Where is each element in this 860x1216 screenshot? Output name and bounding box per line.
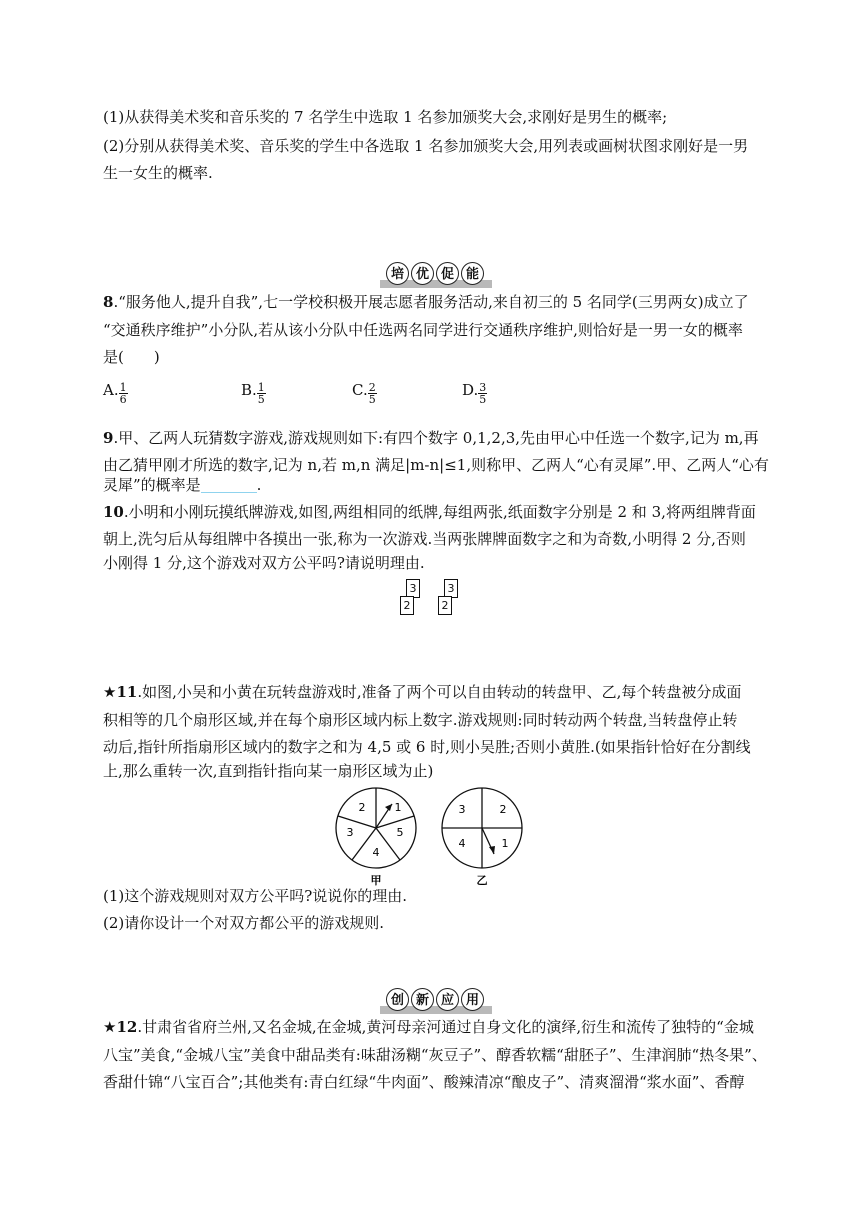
q12-line3: 香甜什锦“八宝百合”;其他类有:青白红绿“牛肉面”、酸辣清凉“酿皮子”、清爽溜滑“浆水面”、香醇 bbox=[103, 1073, 745, 1091]
badge-char: 创 bbox=[386, 988, 409, 1011]
q8-number: 8 bbox=[103, 293, 114, 311]
card-two: 2 bbox=[438, 596, 452, 615]
q8-option-c[interactable]: C. $\frac{2}{5}$ bbox=[352, 381, 376, 406]
section-badge-peiyou bbox=[380, 262, 492, 288]
q11-line2: 积相等的几个扇形区域,并在每个扇形区域内标上数字.游戏规则:同时转动两个转盘,当转盘停止转 bbox=[103, 711, 738, 729]
badge-char: 能 bbox=[461, 262, 484, 285]
q10-line3: 小刚得 1 分,这个游戏对双方公平吗?请说明理由. bbox=[103, 554, 425, 572]
wheel-a-num: 4 bbox=[372, 846, 380, 859]
badge-char: 用 bbox=[461, 988, 484, 1011]
q11-number: 11 bbox=[116, 683, 138, 701]
fraction: $\frac{3}{5}$ bbox=[479, 381, 487, 406]
card-three: 3 bbox=[406, 579, 420, 598]
wheel-b-num: 3 bbox=[458, 803, 466, 816]
q11-line4: 上,那么重转一次,直到指针指向某一扇形区域为止) bbox=[103, 762, 434, 780]
q9-number: 9 bbox=[103, 429, 114, 447]
wheel-b bbox=[442, 788, 522, 868]
q9-line2: 由乙猜甲刚才所选的数字,记为 n,若 m,n 满足|m-n|≤1,则称甲、乙两人“心有灵犀”.甲、乙两人“心有 bbox=[103, 456, 769, 474]
card-two: 2 bbox=[400, 596, 414, 615]
badge-char: 培 bbox=[386, 262, 409, 285]
star-icon: ★ bbox=[103, 683, 117, 701]
answer-blank[interactable] bbox=[201, 476, 257, 493]
q10-line2: 朝上,洗匀后从每组牌中各摸出一张,称为一次游戏.当两张牌牌面数字之和为奇数,小明得 2 分,否则 bbox=[103, 530, 746, 548]
section-badge-chuangxin bbox=[380, 988, 492, 1014]
wheel-b-caption: 乙 bbox=[476, 874, 488, 887]
q8-line1: 8.“服务他人,提升自我”,七一学校积极开展志愿者服务活动,来自初三的 5 名同学(三男两女)成立了 bbox=[103, 293, 749, 311]
card-three: 3 bbox=[444, 579, 458, 598]
q11-line1: ★11.如图,小吴和小黄在玩转盘游戏时,准备了两个可以自由转动的转盘甲、乙,每个转盘被分成面 bbox=[103, 683, 742, 701]
q10-number: 10 bbox=[103, 503, 124, 521]
wheel-b-num: 1 bbox=[501, 837, 509, 850]
q12-number: 12 bbox=[116, 1018, 138, 1036]
q8-option-d[interactable]: D. $\frac{3}{5}$ bbox=[462, 381, 487, 406]
wheel-b-num: 4 bbox=[458, 837, 466, 850]
wheel-a-num: 1 bbox=[394, 801, 402, 814]
q10-line1: 10.小明和小刚玩摸纸牌游戏,如图,两组相同的纸牌,每组两张,纸面数字分别是 2 和 3,将两组牌背面 bbox=[103, 503, 756, 521]
wheel-b-num: 2 bbox=[499, 803, 507, 816]
q8-line2: “交通秩序维护”小分队,若从该小分队中任选两名同学进行交通秩序维护,则恰好是一男一女的概率 bbox=[103, 321, 743, 339]
q9-line3: 灵犀”的概率是 . bbox=[103, 476, 262, 494]
q8-option-a[interactable]: A. $\frac{1}{6}$ bbox=[103, 381, 127, 406]
q12-line1: ★12.甘肃省省府兰州,又名金城,在金城,黄河母亲河通过自身文化的演绎,衍生和流传了独特的“金城 bbox=[103, 1018, 754, 1036]
badge-char: 新 bbox=[411, 988, 434, 1011]
wheel-a-num: 2 bbox=[358, 801, 366, 814]
star-icon: ★ bbox=[103, 1018, 117, 1036]
badge-char: 应 bbox=[436, 988, 459, 1011]
wheel-a-num: 3 bbox=[346, 826, 354, 839]
badge-char: 优 bbox=[411, 262, 434, 285]
spinner-figure bbox=[320, 784, 540, 888]
wheel-a-caption: 甲 bbox=[370, 874, 382, 887]
q7-part2-line1: (2)分别从获得美术奖、音乐奖的学生中各选取 1 名参加颁奖大会,用列表或画树状图求刚好是一男 bbox=[103, 137, 749, 155]
q8-line3: 是( ) bbox=[103, 348, 160, 366]
q9-line1: 9.甲、乙两人玩猜数字游戏,游戏规则如下:有四个数字 0,1,2,3,先由甲心中任选一个数字,记为 m,再 bbox=[103, 429, 759, 447]
q7-part2-line2: 生一女生的概率. bbox=[103, 164, 213, 182]
q7-part1: (1)从获得美术奖和音乐奖的 7 名学生中选取 1 名参加颁奖大会,求刚好是男生的概率; bbox=[103, 108, 668, 126]
q12-line2: 八宝”美食,“金城八宝”美食中甜品类有:味甜汤糊“灰豆子”、醇香软糯“甜胚子”、生津润肺“热冬果”、 bbox=[103, 1046, 767, 1064]
wheel-a-num: 5 bbox=[396, 826, 404, 839]
badge-char: 促 bbox=[436, 262, 459, 285]
fraction: $\frac{2}{5}$ bbox=[368, 381, 376, 406]
fraction: $\frac{1}{5}$ bbox=[257, 381, 265, 406]
q11-part2: (2)请你设计一个对双方都公平的游戏规则. bbox=[103, 914, 385, 932]
q11-line3: 动后,指针所指扇形区域内的数字之和为 4,5 或 6 时,则小吴胜;否则小黄胜.(如果指针恰好在分割线 bbox=[103, 738, 751, 756]
q11-part1: (1)这个游戏规则对双方公平吗?说说你的理由. bbox=[103, 887, 408, 905]
q8-option-b[interactable]: B. $\frac{1}{5}$ bbox=[241, 381, 265, 406]
fraction: $\frac{1}{6}$ bbox=[119, 381, 127, 406]
